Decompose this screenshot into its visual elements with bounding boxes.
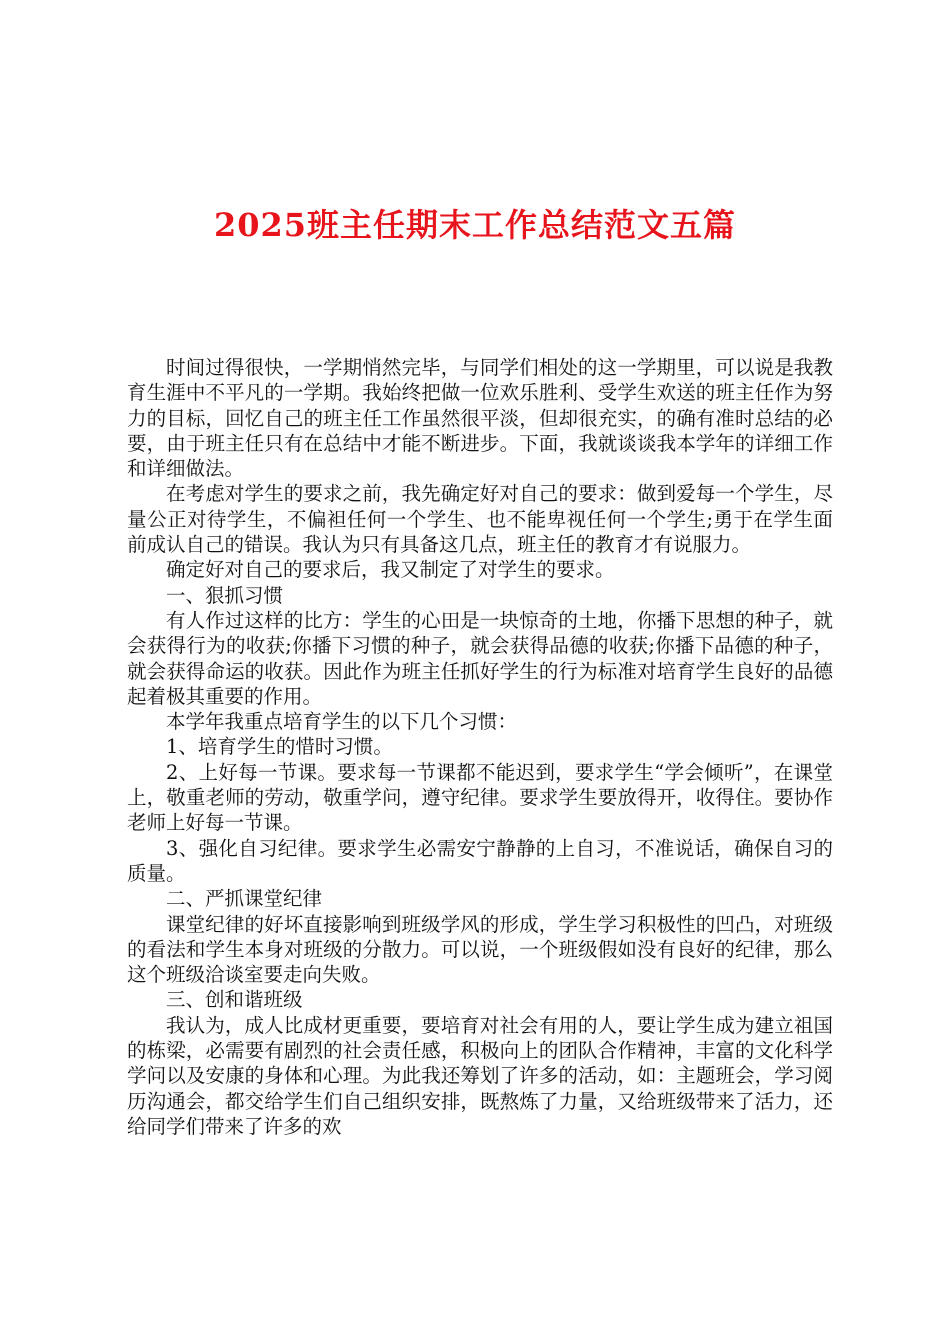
list-item-habit-1: 1、培育学生的惜时习惯。	[166, 735, 393, 759]
paragraph-student-requirements: 确定好对自己的要求后，我又制定了对学生的要求。	[166, 558, 615, 582]
list-item-habit-2: 2、上好每一节课。要求每一节课都不能迟到，要求学生“学会倾听”，在课堂上，敬重老师的劳动，敬重学问，遵守纪律。要求学生要放得开，收得住。要协作老师上好每一节课。	[127, 760, 833, 835]
paragraph-intro: 时间过得很快，一学期悄然完毕，与同学们相处的这一学期里，可以说是我教育生涯中不平凡的一学期。我始终把做一位欢乐胜利、受学生欢送的班主任作为努力的目标，回忆自己的班主任工作虽然很平淡，但却很充实，的确有准时总结的必要，由于班主任只有在总结中才能不断进步。下面，我就谈谈我本学年的详细工作和详细做法。	[127, 356, 833, 481]
section-heading-harmony: 三、创和谐班级	[166, 988, 303, 1012]
paragraph-discipline: 课堂纪律的好坏直接影响到班级学风的形成，学生学习积极性的凹凸，对班级的看法和学生本身对班级的分散力。可以说，一个班级假如没有良好的纪律，那么这个班级洽谈室要走向失败。	[127, 912, 833, 987]
list-item-habit-3: 3、强化自习纪律。要求学生必需安宁静静的上自习，不准说话，确保自习的质量。	[127, 836, 833, 885]
section-heading-discipline: 二、严抓课堂纪律	[166, 887, 323, 911]
document-body	[127, 355, 833, 1139]
paragraph-habits-intro: 本学年我重点培育学生的以下几个习惯：	[166, 710, 518, 734]
paragraph-self-requirements: 在考虑对学生的要求之前，我先确定好对自己的要求：做到爱每一个学生，尽量公正对待学生，不偏袒任何一个学生、也不能卑视任何一个学生;勇于在学生面前成认自己的错误。我认为只有具备这几点，班主任的教育才有说服力。	[127, 482, 833, 557]
paragraph-harmony: 我认为，成人比成材更重要，要培育对社会有用的人，要让学生成为建立祖国的栋梁，必需要有剧烈的社会责任感，积极向上的团队合作精神，丰富的文化科学学问以及安康的身体和心理。为此我还筹划了许多的活动，如：主题班会，学习阅历沟通会，都交给学生们自己组织安排，既熬炼了力量，又给班级带来了活力，还给同学们带来了许多的欢	[127, 1013, 833, 1138]
document-title: 2025班主任期末工作总结范文五篇	[213, 206, 737, 244]
paragraph-habits-metaphor: 有人作过这样的比方：学生的心田是一块惊奇的土地，你播下思想的种子，就会获得行为的收获;你播下习惯的种子，就会获得品德的收获;你播下品德的种子，就会获得命运的收获。因此作为班主任抓好学生的行为标准对培育学生良好的品德起着极其重要的作用。	[127, 608, 833, 708]
section-heading-habits: 一、狠抓习惯	[166, 583, 284, 607]
